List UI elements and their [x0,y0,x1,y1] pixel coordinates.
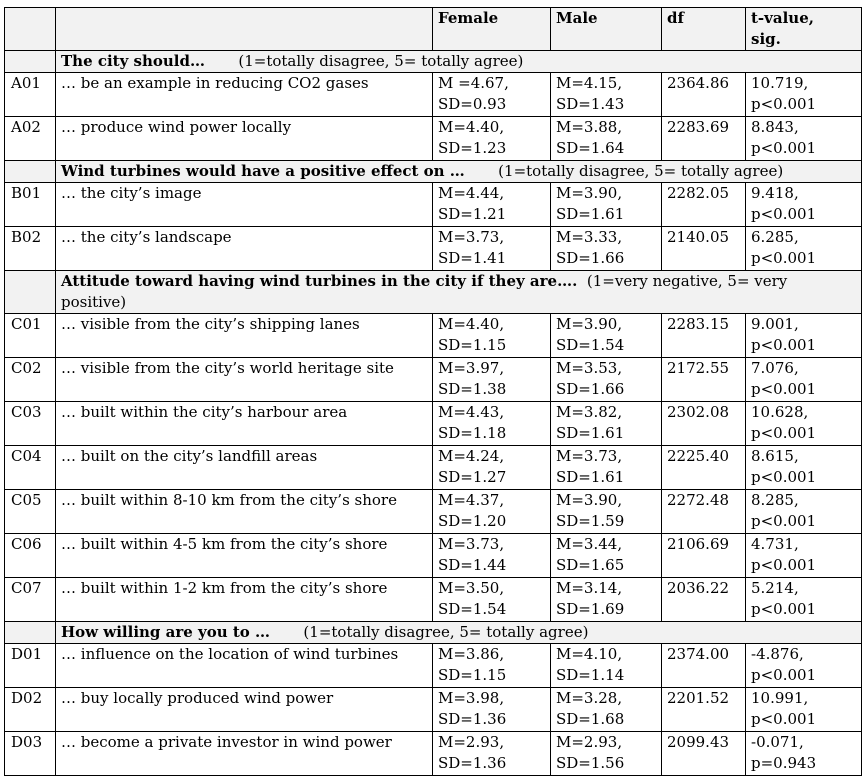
significance: p<0.001 [751,380,817,398]
row-t-value [746,688,862,732]
header-df: df [662,8,746,51]
row-code: B01 [5,183,56,227]
row-code: C02 [5,358,56,402]
row-female [433,183,551,227]
row-t-value [746,227,862,271]
male-sd: SD=1.61 [556,205,625,223]
row-df: 2364.86 [662,73,746,117]
significance: p<0.001 [751,556,817,574]
female-mean: M=4.44, [438,184,505,202]
t-value: 9.418, [751,184,799,202]
section-title: How willing are you to … [61,623,271,641]
row-df: 2282.05 [662,183,746,227]
table-row [5,314,862,358]
row-female [433,534,551,578]
header-male: Male [551,8,662,51]
section-title-cell [56,161,862,183]
male-sd: SD=1.61 [556,468,625,486]
row-t-value [746,183,862,227]
header-female: Female [433,8,551,51]
t-value: 6.285, [751,228,799,246]
section-title-cell [56,51,862,73]
row-male [551,688,662,732]
male-mean: M=3.82, [556,403,623,421]
row-code: C01 [5,314,56,358]
row-female [433,117,551,161]
row-code: D03 [5,732,56,776]
t-value: -0.071, [751,733,804,751]
t-value: -4.876, [751,645,804,663]
row-t-value [746,644,862,688]
row-male [551,117,662,161]
row-df: 2272.48 [662,490,746,534]
female-mean: M=2.93, [438,733,505,751]
section-header-row [5,51,862,73]
row-df: 2172.55 [662,358,746,402]
female-sd: SD=0.93 [438,95,507,113]
male-mean: M=3.28, [556,689,623,707]
header-t-line1: t-value, [751,9,814,27]
male-mean: M=2.93, [556,733,623,751]
row-df: 2283.15 [662,314,746,358]
female-sd: SD=1.36 [438,754,507,772]
row-female [433,314,551,358]
female-sd: SD=1.23 [438,139,507,157]
male-mean: M=3.14, [556,579,623,597]
female-mean: M=4.37, [438,491,505,509]
section-scale: (1=very negative, 5= very positive) [61,272,788,311]
row-female [433,688,551,732]
section-header-row [5,161,862,183]
section-code-cell [5,271,56,314]
male-sd: SD=1.59 [556,512,625,530]
t-value: 8.285, [751,491,799,509]
row-t-value [746,534,862,578]
row-female [433,227,551,271]
significance: p<0.001 [751,139,817,157]
section-scale: (1=totally disagree, 5= totally agree) [303,623,589,641]
row-item: … built within 1-2 km from the city’s shore [56,578,433,622]
female-mean: M=3.86, [438,645,505,663]
row-code: D01 [5,644,56,688]
female-mean: M =4.67, [438,74,509,92]
table-row [5,117,862,161]
row-male [551,314,662,358]
row-female [433,644,551,688]
row-t-value [746,73,862,117]
row-t-value [746,732,862,776]
row-t-value [746,402,862,446]
significance: p<0.001 [751,336,817,354]
row-item: … built within the city’s harbour area [56,402,433,446]
row-item: … visible from the city’s world heritage site [56,358,433,402]
row-t-value [746,314,862,358]
table-row [5,490,862,534]
male-mean: M=3.90, [556,184,623,202]
male-sd: SD=1.65 [556,556,625,574]
table-row [5,73,862,117]
row-df: 2036.22 [662,578,746,622]
male-sd: SD=1.43 [556,95,625,113]
male-mean: M=3.53, [556,359,623,377]
female-sd: SD=1.20 [438,512,507,530]
male-sd: SD=1.54 [556,336,625,354]
female-mean: M=3.98, [438,689,505,707]
female-sd: SD=1.54 [438,600,507,618]
female-sd: SD=1.18 [438,424,507,442]
section-header-row [5,622,862,644]
row-male [551,73,662,117]
t-value: 8.843, [751,118,799,136]
row-male [551,402,662,446]
section-title-cell [56,271,862,314]
table-row [5,227,862,271]
female-mean: M=4.40, [438,315,505,333]
row-item: … the city’s landscape [56,227,433,271]
section-scale: (1=totally disagree, 5= totally agree) [498,162,784,180]
significance: p<0.001 [751,666,817,684]
significance: p<0.001 [751,249,817,267]
row-female [433,402,551,446]
header-item [56,8,433,51]
row-code: C04 [5,446,56,490]
row-male [551,490,662,534]
row-item: … the city’s image [56,183,433,227]
row-item: … become a private investor in wind power [56,732,433,776]
table-row [5,358,862,402]
section-code-cell [5,51,56,73]
male-sd: SD=1.14 [556,666,625,684]
row-t-value [746,358,862,402]
row-code: A02 [5,117,56,161]
row-code: C05 [5,490,56,534]
significance: p<0.001 [751,424,817,442]
female-sd: SD=1.15 [438,666,507,684]
row-male [551,534,662,578]
table-row [5,446,862,490]
male-sd: SD=1.56 [556,754,625,772]
male-mean: M=3.90, [556,315,623,333]
row-item: … built within 8-10 km from the city’s shore [56,490,433,534]
male-sd: SD=1.64 [556,139,625,157]
row-female [433,358,551,402]
female-mean: M=4.43, [438,403,505,421]
row-female [433,578,551,622]
row-female [433,73,551,117]
significance: p<0.001 [751,710,817,728]
male-mean: M=4.10, [556,645,623,663]
row-item: … built within 4-5 km from the city’s shore [56,534,433,578]
table-row [5,534,862,578]
row-male [551,732,662,776]
row-df: 2374.00 [662,644,746,688]
section-header-row [5,271,862,314]
significance: p=0.943 [751,754,817,772]
female-sd: SD=1.38 [438,380,507,398]
section-title: The city should… [61,52,205,70]
table-row [5,183,862,227]
row-female [433,732,551,776]
male-mean: M=3.44, [556,535,623,553]
row-df: 2099.43 [662,732,746,776]
table-row [5,688,862,732]
t-value: 10.991, [751,689,809,707]
row-code: C06 [5,534,56,578]
female-mean: M=4.40, [438,118,505,136]
t-value: 10.628, [751,403,809,421]
row-male [551,446,662,490]
t-value: 5.214, [751,579,799,597]
section-title: Wind turbines would have a positive effect on … [61,162,465,180]
male-mean: M=4.15, [556,74,623,92]
row-item: … be an example in reducing CO2 gases [56,73,433,117]
row-code: D02 [5,688,56,732]
row-item: … produce wind power locally [56,117,433,161]
female-mean: M=3.73, [438,228,505,246]
table-row [5,732,862,776]
female-sd: SD=1.36 [438,710,507,728]
section-title: Attitude toward having wind turbines in the city if they are…. [61,272,578,290]
t-value: 7.076, [751,359,799,377]
male-mean: M=3.73, [556,447,623,465]
male-sd: SD=1.66 [556,249,625,267]
female-sd: SD=1.21 [438,205,507,223]
male-mean: M=3.33, [556,228,623,246]
section-scale: (1=totally disagree, 5= totally agree) [238,52,524,70]
significance: p<0.001 [751,600,817,618]
table-row [5,402,862,446]
row-male [551,227,662,271]
row-df: 2302.08 [662,402,746,446]
row-t-value [746,117,862,161]
section-code-cell [5,622,56,644]
row-t-value [746,446,862,490]
female-mean: M=3.50, [438,579,505,597]
row-df: 2283.69 [662,117,746,161]
significance: p<0.001 [751,95,817,113]
male-mean: M=3.90, [556,491,623,509]
row-df: 2225.40 [662,446,746,490]
results-table [4,7,862,776]
row-t-value [746,490,862,534]
header-code [5,8,56,51]
row-male [551,578,662,622]
female-sd: SD=1.27 [438,468,507,486]
male-mean: M=3.88, [556,118,623,136]
t-value: 9.001, [751,315,799,333]
male-sd: SD=1.66 [556,380,625,398]
header-row [5,8,862,51]
section-title-cell [56,622,862,644]
male-sd: SD=1.69 [556,600,625,618]
female-mean: M=4.24, [438,447,505,465]
row-male [551,358,662,402]
significance: p<0.001 [751,205,817,223]
female-mean: M=3.97, [438,359,505,377]
t-value: 8.615, [751,447,799,465]
male-sd: SD=1.61 [556,424,625,442]
row-item: … built on the city’s landfill areas [56,446,433,490]
row-female [433,490,551,534]
row-male [551,183,662,227]
significance: p<0.001 [751,512,817,530]
significance: p<0.001 [751,468,817,486]
row-t-value [746,578,862,622]
section-code-cell [5,161,56,183]
female-mean: M=3.73, [438,535,505,553]
row-code: A01 [5,73,56,117]
t-value: 10.719, [751,74,809,92]
row-item: … influence on the location of wind turbines [56,644,433,688]
row-female [433,446,551,490]
row-item: … visible from the city’s shipping lanes [56,314,433,358]
row-code: C03 [5,402,56,446]
table-row [5,644,862,688]
row-df: 2140.05 [662,227,746,271]
male-sd: SD=1.68 [556,710,625,728]
header-t-value [746,8,862,51]
table-row [5,578,862,622]
row-df: 2106.69 [662,534,746,578]
t-value: 4.731, [751,535,799,553]
female-sd: SD=1.44 [438,556,507,574]
female-sd: SD=1.15 [438,336,507,354]
row-male [551,644,662,688]
row-df: 2201.52 [662,688,746,732]
row-item: … buy locally produced wind power [56,688,433,732]
header-t-line2: sig. [751,30,781,48]
row-code: C07 [5,578,56,622]
row-code: B02 [5,227,56,271]
female-sd: SD=1.41 [438,249,507,267]
